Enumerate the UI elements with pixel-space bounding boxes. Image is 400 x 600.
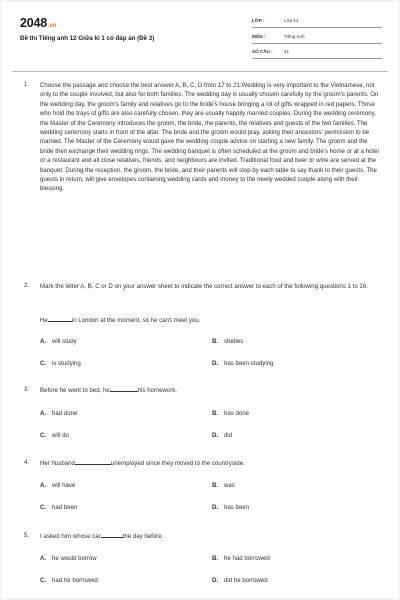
option-b[interactable]: B. was (212, 482, 235, 489)
stem-before: Before he went to bed, he (40, 387, 110, 394)
option-d[interactable]: D. did he borrowed (212, 577, 268, 584)
question-stem (40, 386, 380, 395)
meta-row-subject (252, 32, 382, 44)
answer-blank (48, 316, 72, 322)
question-1 (24, 81, 384, 271)
exam-page (2, 2, 398, 598)
question-stem (40, 316, 200, 324)
meta-key-count: SỐ CÂU : (252, 49, 273, 54)
meta-key-class: LỚP : (252, 18, 265, 23)
page-header (2, 2, 398, 70)
option-d[interactable]: D. did (212, 432, 233, 439)
stem-after: the day before. (122, 533, 164, 540)
option-a[interactable]: A. will study (40, 338, 77, 345)
stem-before: He (40, 317, 48, 324)
option-c[interactable]: C. had he borrowed (40, 577, 98, 584)
option-b[interactable]: B. he had borrowed (212, 555, 270, 562)
option-c[interactable]: C. is studying (40, 360, 81, 367)
answer-blank (75, 459, 111, 465)
question-4 (24, 459, 384, 469)
option-a[interactable]: A. will have (40, 482, 76, 489)
question-number: 2. (24, 282, 30, 289)
question-number: 3. (24, 386, 30, 393)
question-instruction: Mark the letter A, B, C or D on your answer sheet to indicate the correct answer to each of the following questions 1 to 16. (40, 283, 368, 290)
stem-after: his homework. (137, 387, 178, 394)
meta-value-subject: Tiếng Anh (284, 33, 305, 39)
page-title: Đề thi Tiếng anh 12 Giữa kì 1 có đáp án (Đề 2) (20, 35, 155, 42)
question-stem (40, 532, 380, 541)
option-d[interactable]: D. has been studying (212, 360, 274, 367)
logo-suffix: .vn (48, 23, 57, 29)
meta-value-count: 41 (284, 49, 290, 54)
stem-after: unemployed since they moved to the countryside. (110, 460, 245, 467)
stem-before: I asked him whose car (40, 533, 101, 540)
header-divider (12, 71, 388, 72)
question-5 (24, 532, 384, 542)
option-c[interactable]: C. had been (40, 504, 78, 511)
question-number: 1. (24, 81, 30, 88)
option-a[interactable]: A. had done (40, 410, 78, 417)
answer-blank (110, 386, 138, 392)
answer-blank (101, 532, 123, 538)
exam-meta-box (252, 16, 382, 63)
meta-row-class (252, 16, 382, 28)
question-number: 5. (24, 532, 30, 539)
stem-before: Her husband (40, 460, 75, 467)
question-3 (24, 386, 384, 396)
meta-row-count (252, 47, 382, 59)
question-number: 4. (24, 459, 30, 466)
meta-value-class: Lớp 12 (284, 18, 299, 23)
site-logo[interactable] (20, 16, 56, 30)
logo-main: 2048 (20, 16, 48, 30)
stem-after: in London at the moment, so he can't meet you. (71, 317, 201, 324)
option-b[interactable]: B. studies (212, 338, 244, 345)
question-2 (24, 282, 384, 304)
meta-key-subject: MÔN : (252, 33, 266, 39)
option-d[interactable]: D. has been (212, 504, 250, 511)
option-a[interactable]: A. he would borrow (40, 555, 97, 562)
option-c[interactable]: C. will do (40, 432, 69, 439)
reading-passage: Choose the passage and choose the best answer A, B, C, D from 17 to 21.Wedding is very important to the Vietnamese, not only to the couple involved, but also for both families. The wedding day is usually chosen carefully by the groom's parents. On the wedding day, the groom's family and relatives go to the bride's house bringing a lot of gifts wrapped in red papers. Those who hold the trays of gifts are also carefully chosen, they are usually happily married couples. During the wedding ceremony, the Master of the Ceremony introduces the groom, the bride, the parents, the relatives and guests of the two families. The wedding ceremony starts in front of the altar. The bride and the groom would pray, asking their ancestors' permission to be married. The Master of the Ceremony would gave the wedding couple advice on starting a new family. The groom and the bride then exchange their wedding rings. The wedding banquet is often scheduled at the groom and bride's home or at a hotel or a restaurant and all close relatives, friends, and neighbours are invited. Traditional food and beer or wine are served at the banquet. During the reception, the groom, the bride, and their parents will stop by each table to say thank to their guests. The guests in return, will give envelopes containing wedding cards and money to the newly wedded couple along with their blessing. (40, 82, 379, 193)
option-b[interactable]: B. has done (212, 410, 250, 417)
question-stem (40, 459, 380, 468)
